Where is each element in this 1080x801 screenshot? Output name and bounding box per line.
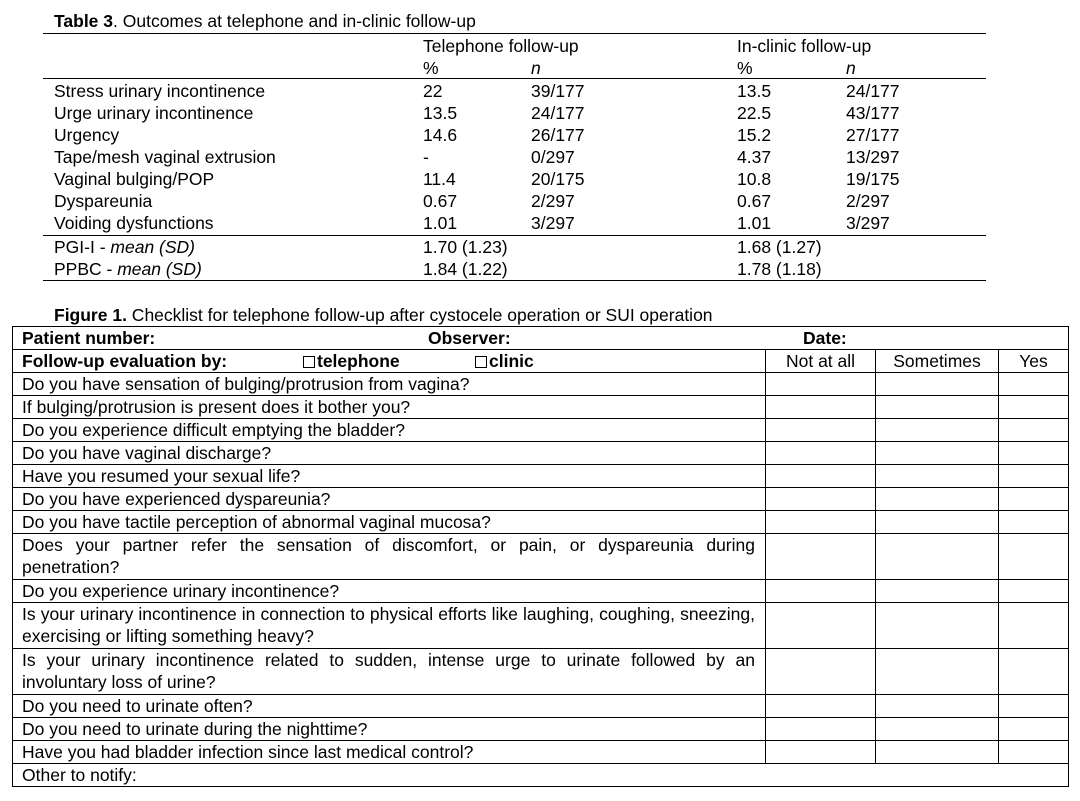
- table3-cli-pct-header: %: [737, 58, 753, 78]
- answer-sometimes-cell[interactable]: [876, 396, 999, 419]
- question-text: Do you have tactile perception of abnormal vaginal mucosa?: [13, 511, 766, 534]
- question-row: [13, 511, 1069, 534]
- table3-tel-pct: 0.67: [423, 191, 458, 211]
- answer-sometimes-cell[interactable]: [876, 511, 999, 534]
- table3-bottom-rule: [43, 280, 986, 281]
- table3-row-label: Vaginal bulging/POP: [54, 169, 215, 189]
- col-not-at-all: Not at all: [766, 350, 876, 373]
- table3-tel-n: 24/177: [531, 103, 585, 123]
- figure1-caption: [54, 304, 713, 326]
- checklist-header-row: [13, 350, 1069, 373]
- answer-yes-cell[interactable]: [999, 442, 1069, 465]
- table3-cli-n: 43/177: [846, 103, 900, 123]
- answer-sometimes-cell[interactable]: [876, 741, 999, 764]
- table3-cli-n: 2/297: [846, 191, 890, 211]
- question-text: Have you resumed your sexual life?: [13, 465, 766, 488]
- table3-tel-n: 20/175: [531, 169, 585, 189]
- answer-not-at-all-cell[interactable]: [766, 511, 876, 534]
- answer-not-at-all-cell[interactable]: [766, 373, 876, 396]
- question-row: [13, 603, 1069, 649]
- table3-group-clinic: In-clinic follow-up: [737, 36, 872, 56]
- telephone-checkbox[interactable]: [303, 356, 315, 368]
- table3-tel-pct: 13.5: [423, 103, 458, 123]
- answer-sometimes-cell[interactable]: [876, 534, 999, 580]
- answer-sometimes-cell[interactable]: [876, 465, 999, 488]
- table3-tel-n: 2/297: [531, 191, 575, 211]
- question-text: Do you need to urinate during the nighttime?: [13, 718, 766, 741]
- answer-yes-cell[interactable]: [999, 511, 1069, 534]
- table3-tel-n-header: n: [531, 58, 541, 78]
- question-text: Does your partner refer the sensation of discomfort, or pain, or dyspareunia during penetration?: [13, 534, 766, 580]
- question-text: Do you experience urinary incontinence?: [13, 580, 766, 603]
- question-text: Do you have sensation of bulging/protrusion from vagina?: [13, 373, 766, 396]
- answer-yes-cell[interactable]: [999, 695, 1069, 718]
- question-row: [13, 534, 1069, 580]
- table3-row-label: Urgency: [54, 125, 120, 145]
- table3-cli-n: 3/297: [846, 213, 890, 233]
- answer-sometimes-cell[interactable]: [876, 649, 999, 695]
- checklist-table: [12, 326, 1069, 787]
- checklist-meta-row: [13, 327, 1069, 350]
- question-row: [13, 741, 1069, 764]
- table3-cli-pct: 15.2: [737, 125, 772, 145]
- answer-yes-cell[interactable]: [999, 419, 1069, 442]
- answer-yes-cell[interactable]: [999, 534, 1069, 580]
- question-row: [13, 488, 1069, 511]
- table3-tel-pct: -: [423, 147, 429, 167]
- answer-not-at-all-cell[interactable]: [766, 649, 876, 695]
- other-row: [13, 764, 1069, 787]
- table3-row-label: Tape/mesh vaginal extrusion: [54, 147, 276, 167]
- question-text: Is your urinary incontinence related to sudden, intense urge to urinate followed by an involuntary loss of urine?: [13, 649, 766, 695]
- table3-cli-n-header: n: [846, 58, 856, 78]
- option-clinic-label: clinic: [489, 351, 534, 371]
- question-row: [13, 718, 1069, 741]
- answer-not-at-all-cell[interactable]: [766, 534, 876, 580]
- table3-tel-pct-header: %: [423, 58, 439, 78]
- table3-tel-n: 3/297: [531, 213, 575, 233]
- question-text: Do you have vaginal discharge?: [13, 442, 766, 465]
- answer-not-at-all-cell[interactable]: [766, 488, 876, 511]
- question-text: Do you need to urinate often?: [13, 695, 766, 718]
- table3-cli-n: 27/177: [846, 125, 900, 145]
- figure1-label: Figure 1.: [54, 305, 127, 325]
- table3-summary-tel: 1.70 (1.23): [423, 237, 508, 257]
- figure1-caption-text: Checklist for telephone follow-up after cystocele operation or SUI operation: [126, 305, 713, 325]
- table3-summary-cli: 1.78 (1.18): [737, 259, 822, 279]
- table3-label: Table 3: [54, 11, 114, 31]
- col-yes: Yes: [999, 350, 1069, 373]
- answer-not-at-all-cell[interactable]: [766, 695, 876, 718]
- summary-suffix: mean (SD): [117, 259, 202, 279]
- other-to-notify-field[interactable]: Other to notify:: [13, 764, 1069, 787]
- answer-not-at-all-cell[interactable]: [766, 580, 876, 603]
- answer-yes-cell[interactable]: [999, 580, 1069, 603]
- table3-cli-pct: 0.67: [737, 191, 772, 211]
- answer-yes-cell[interactable]: [999, 741, 1069, 764]
- table3-header-rule: [43, 78, 986, 79]
- table3-row-label: Dyspareunia: [54, 191, 153, 211]
- answer-yes-cell[interactable]: [999, 373, 1069, 396]
- table3-tel-pct: 22: [423, 81, 443, 101]
- question-row: [13, 396, 1069, 419]
- table3-tel-pct: 1.01: [423, 213, 458, 233]
- question-row: [13, 580, 1069, 603]
- table3-cli-pct: 13.5: [737, 81, 772, 101]
- clinic-checkbox[interactable]: [475, 356, 487, 368]
- table3-row-label: Urge urinary incontinence: [54, 103, 254, 123]
- summary-suffix: mean (SD): [110, 237, 196, 257]
- table3-cli-n: 13/297: [846, 147, 900, 167]
- answer-sometimes-cell[interactable]: [876, 718, 999, 741]
- question-row: [13, 442, 1069, 465]
- answer-yes-cell[interactable]: [999, 396, 1069, 419]
- table3-row-label: Voiding dysfunctions: [54, 213, 214, 233]
- table3-cli-n: 24/177: [846, 81, 900, 101]
- table3-cli-pct: 22.5: [737, 103, 772, 123]
- answer-not-at-all-cell[interactable]: [766, 419, 876, 442]
- table3-tel-n: 39/177: [531, 81, 585, 101]
- answer-not-at-all-cell[interactable]: [766, 465, 876, 488]
- table3-group-telephone: Telephone follow-up: [423, 36, 579, 56]
- table3-tel-n: 26/177: [531, 125, 585, 145]
- answer-sometimes-cell[interactable]: [876, 603, 999, 649]
- table3-cli-n: 19/175: [846, 169, 900, 189]
- question-row: [13, 649, 1069, 695]
- table3-tel-n: 0/297: [531, 147, 575, 167]
- answer-not-at-all-cell[interactable]: [766, 603, 876, 649]
- table3-caption-text: . Outcomes at telephone and in-clinic follow-up: [113, 11, 476, 31]
- answer-yes-cell[interactable]: [999, 488, 1069, 511]
- question-text: Do you have experienced dyspareunia?: [13, 488, 766, 511]
- option-telephone[interactable]: [303, 350, 400, 372]
- col-sometimes: Sometimes: [876, 350, 999, 373]
- question-text: Have you had bladder infection since last medical control?: [13, 741, 766, 764]
- table3-tel-pct: 14.6: [423, 125, 458, 145]
- table3-summary-label: PPBC - mean (SD): [54, 259, 202, 279]
- table3-cli-pct: 10.8: [737, 169, 772, 189]
- answer-yes-cell[interactable]: [999, 603, 1069, 649]
- question-text: Do you experience difficult emptying the bladder?: [13, 419, 766, 442]
- table3-top-rule: [43, 33, 986, 34]
- answer-yes-cell[interactable]: [999, 465, 1069, 488]
- table3-cli-pct: 4.37: [737, 147, 772, 167]
- answer-not-at-all-cell[interactable]: [766, 741, 876, 764]
- question-text: If bulging/protrusion is present does it bother you?: [13, 396, 766, 419]
- answer-sometimes-cell[interactable]: [876, 373, 999, 396]
- question-row: [13, 419, 1069, 442]
- answer-sometimes-cell[interactable]: [876, 419, 999, 442]
- observer-label: Observer:: [428, 328, 511, 348]
- answer-yes-cell[interactable]: [999, 718, 1069, 741]
- table3-cli-pct: 1.01: [737, 213, 772, 233]
- option-telephone-label: telephone: [317, 351, 400, 371]
- answer-not-at-all-cell[interactable]: [766, 718, 876, 741]
- table3-summary-label: PGI-I - mean (SD): [54, 237, 196, 257]
- question-row: [13, 695, 1069, 718]
- summary-label-text: PGI-I: [54, 237, 95, 257]
- summary-label-text: PPBC: [54, 259, 102, 279]
- question-text: Is your urinary incontinence in connection to physical efforts like laughing, coughing, sneezing, exercising or lifting something heavy?: [13, 603, 766, 649]
- answer-sometimes-cell[interactable]: [876, 580, 999, 603]
- answer-yes-cell[interactable]: [999, 649, 1069, 695]
- table3-tel-pct: 11.4: [423, 169, 456, 189]
- patient-number-label: Patient number:: [22, 328, 156, 348]
- answer-not-at-all-cell[interactable]: [766, 442, 876, 465]
- table3-summary-tel: 1.84 (1.22): [423, 259, 508, 279]
- table3-caption: [54, 11, 476, 31]
- answer-sometimes-cell[interactable]: [876, 488, 999, 511]
- answer-sometimes-cell[interactable]: [876, 442, 999, 465]
- option-clinic[interactable]: [475, 350, 534, 372]
- answer-sometimes-cell[interactable]: [876, 695, 999, 718]
- question-row: [13, 373, 1069, 396]
- answer-not-at-all-cell[interactable]: [766, 396, 876, 419]
- evaluation-by-label: Follow-up evaluation by:: [22, 351, 228, 371]
- table3-row-label: Stress urinary incontinence: [54, 81, 266, 101]
- question-row: [13, 465, 1069, 488]
- date-label: Date:: [803, 328, 847, 348]
- table3-summary-cli: 1.68 (1.27): [737, 237, 822, 257]
